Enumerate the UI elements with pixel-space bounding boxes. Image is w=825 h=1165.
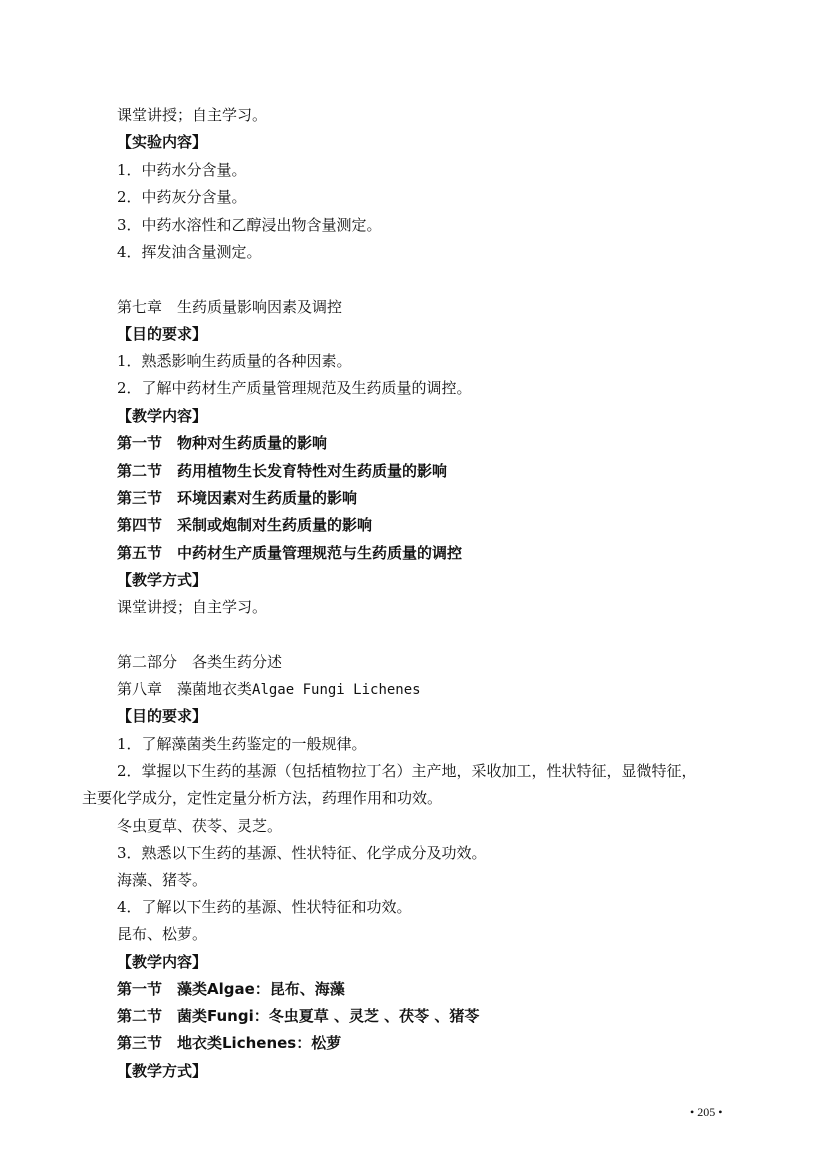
section-label: 【目的要求】 (117, 325, 208, 343)
list-item: 2．掌握以下生药的基源（包括植物拉丁名）主产地，采收加工，性状特征，显微特征， (117, 762, 697, 780)
section-label: 【教学内容】 (117, 407, 208, 425)
list-item: 2．中药灰分含量。 (117, 188, 247, 206)
text-line: 课堂讲授；自主学习。 (117, 106, 268, 124)
chapter-title: 第七章 生药质量影响因素及调控 (117, 298, 343, 316)
list-item: 4．挥发油含量测定。 (117, 243, 262, 261)
subsection-title: 第三节 环境因素对生药质量的影响 (117, 489, 358, 507)
text-line: 课堂讲授；自主学习。 (117, 598, 268, 616)
text-line: 昆布、松萝。 (117, 925, 208, 943)
list-item: 1．了解藻菌类生药鉴定的一般规律。 (117, 735, 367, 753)
chapter-title-latin: Algae Fungi Lichenes (252, 682, 421, 698)
part-title: 第二部分 各类生药分述 (117, 653, 283, 671)
list-item: 2．了解中药材生产质量管理规范及生药质量的调控。 (117, 379, 472, 397)
list-item: 3．熟悉以下生药的基源、性状特征、化学成分及功效。 (117, 844, 487, 862)
section-label: 【教学方式】 (117, 571, 208, 589)
chapter-title (117, 679, 421, 700)
text-line: 冬虫夏草、茯苓、灵芝。 (117, 817, 283, 835)
chapter-title-cn: 第八章 藻菌地衣类 (117, 680, 253, 698)
page-number: • 205 • (690, 1105, 723, 1119)
subsection-title: 第四节 采制或炮制对生药质量的影响 (117, 516, 373, 534)
list-item: 1．熟悉影响生药质量的各种因素。 (117, 352, 352, 370)
subsection-title: 第二节 菌类Fungi：冬虫夏草 、灵芝 、茯苓 、猪苓 (117, 1007, 480, 1025)
subsection-title: 第一节 物种对生药质量的影响 (117, 434, 328, 452)
list-item: 3．中药水溶性和乙醇浸出物含量测定。 (117, 216, 382, 234)
subsection-title: 第二节 药用植物生长发育特性对生药质量的影响 (117, 462, 448, 480)
section-label: 【教学内容】 (117, 953, 208, 971)
list-item: 1．中药水分含量。 (117, 161, 247, 179)
subsection-title: 第三节 地衣类Lichenes：松萝 (117, 1034, 342, 1052)
text-line: 主要化学成分，定性定量分析方法，药理作用和功效。 (82, 789, 443, 807)
section-label: 【教学方式】 (117, 1062, 208, 1080)
list-item: 4．了解以下生药的基源、性状特征和功效。 (117, 898, 412, 916)
subsection-title: 第一节 藻类Algae：昆布、海藻 (117, 980, 345, 998)
section-label: 【实验内容】 (117, 133, 208, 151)
subsection-title: 第五节 中药材生产质量管理规范与生药质量的调控 (117, 544, 463, 562)
text-line: 海藻、猪苓。 (117, 871, 208, 889)
section-label: 【目的要求】 (117, 707, 208, 725)
